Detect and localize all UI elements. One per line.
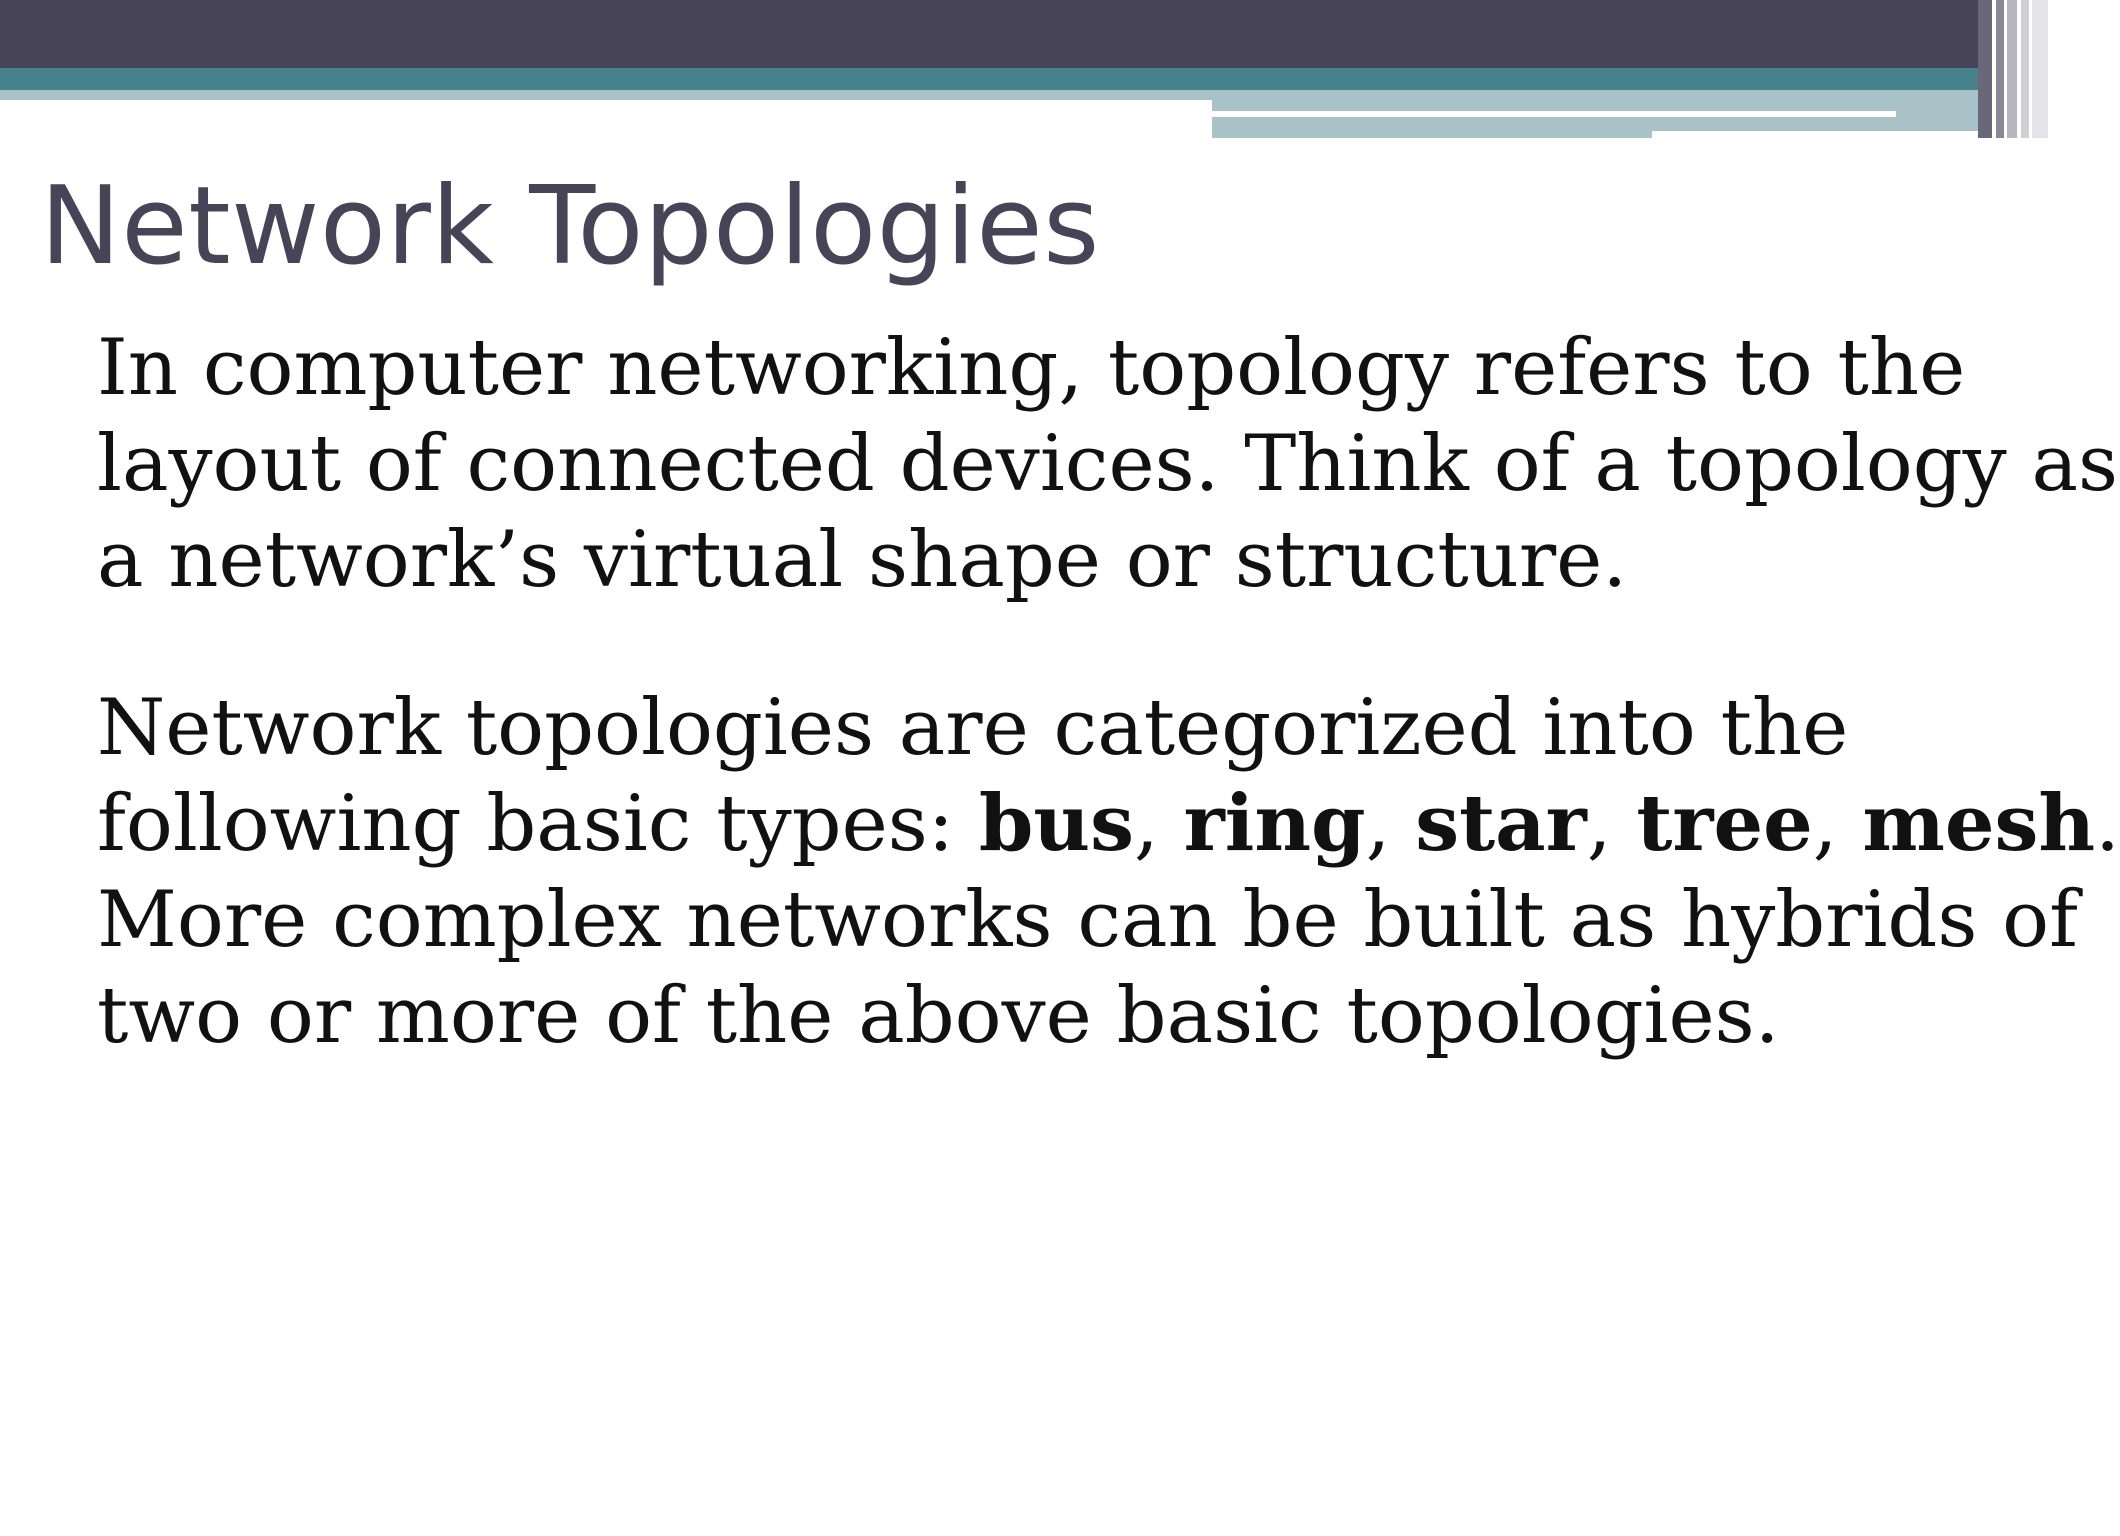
paragraph-line: a network’s virtual shape or structure. xyxy=(97,515,1628,605)
header-edge-stripes xyxy=(1978,0,2048,138)
type-star: star xyxy=(1415,778,1587,869)
type-mesh: mesh xyxy=(1862,778,2096,869)
slide-title: Network Topologies xyxy=(40,164,1100,289)
paragraph-definition xyxy=(97,320,2118,608)
paragraph-line: Network topologies are categorized into the xyxy=(97,683,1849,773)
type-bus: bus xyxy=(978,778,1135,869)
type-separator: , xyxy=(1812,779,1863,869)
paragraph-line: In computer networking, topology refers to the xyxy=(97,323,1966,413)
paragraph-line: layout of connected devices. Think of a topology as xyxy=(97,419,2119,509)
paragraph-line: two or more of the above basic topologies. xyxy=(97,971,1780,1061)
header-band-teal xyxy=(0,68,2048,90)
type-ring: ring xyxy=(1183,778,1366,869)
type-separator: , xyxy=(1365,779,1416,869)
type-tree: tree xyxy=(1636,778,1813,869)
header-band-dark xyxy=(0,0,2048,68)
header-band-light-left xyxy=(0,90,1212,100)
type-separator: , xyxy=(1134,779,1184,869)
paragraph-types xyxy=(97,680,2120,1064)
type-separator: , xyxy=(1586,779,1637,869)
types-terminator: . xyxy=(2095,779,2120,869)
types-line xyxy=(97,776,2120,872)
header-white-line xyxy=(1212,111,1896,117)
paragraph-line: More complex networks can be built as hybrids of xyxy=(97,875,2079,965)
types-prefix: following basic types: xyxy=(97,779,979,869)
